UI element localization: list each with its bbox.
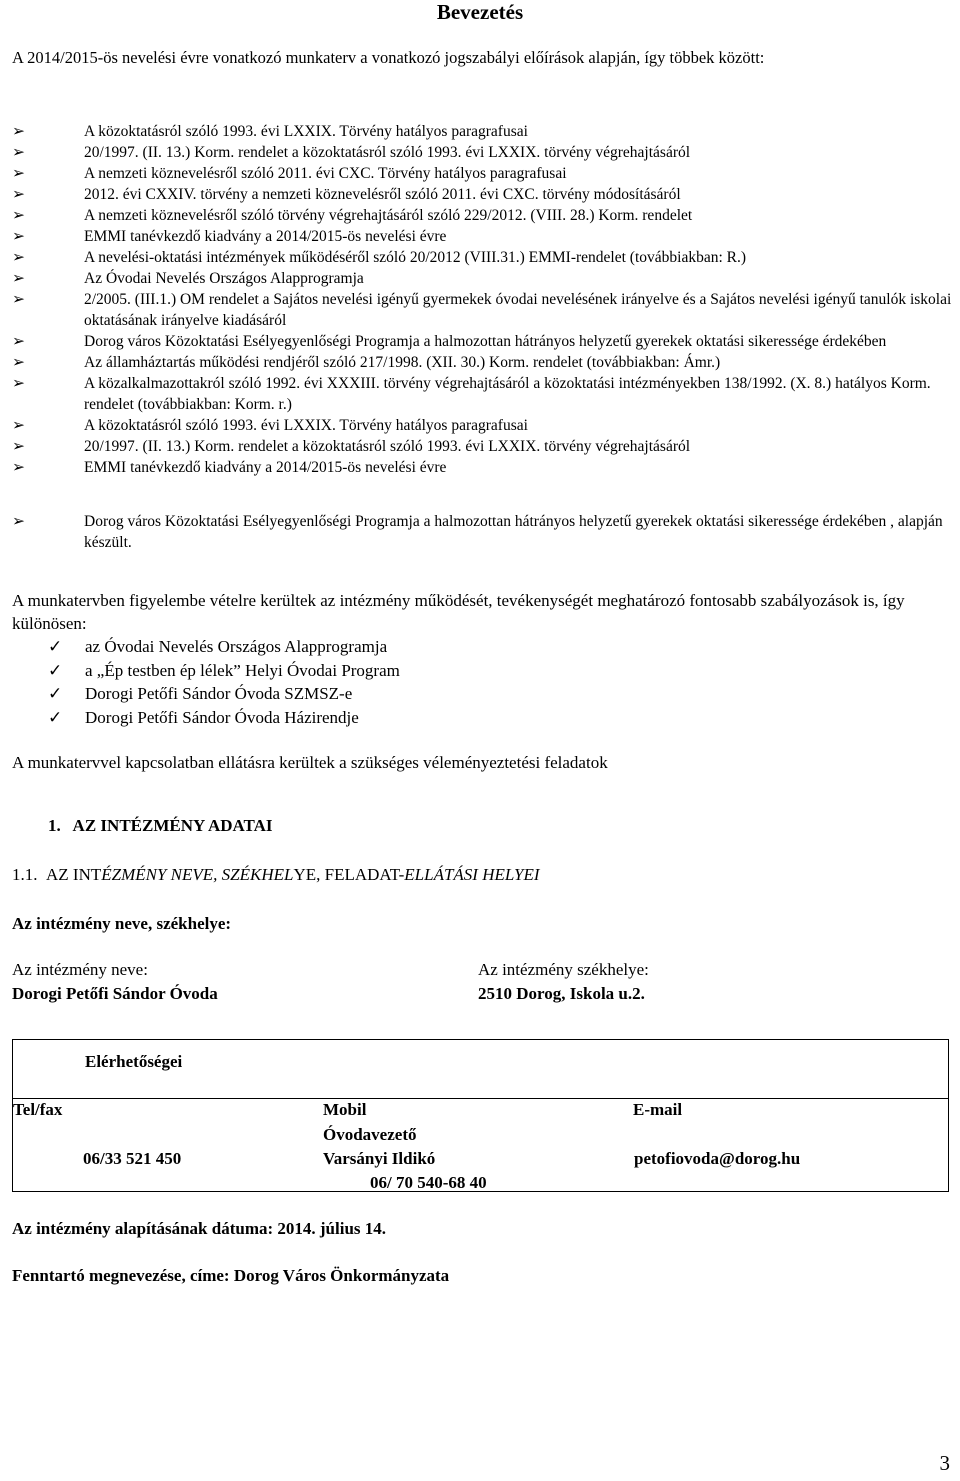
legal-basis-final-item: [12, 511, 957, 553]
arrow-bullet-icon: ➢: [12, 249, 25, 266]
divider: [13, 1098, 948, 1099]
list-item: ➢ 2/2005. (III.1.) OM rendelet a Sajátos nevelési igényű gyermekek óvodai nevelésének irányelve és a Sajátos nevelési igényű tanulók iskolai oktatásának irányelve kiadásáról: [12, 291, 952, 329]
list-item: ➢ A közalkalmazottakról szóló 1992. évi XXXIII. törvény végrehajtásáról a közoktatási intézményekben 138/1992. (X. 8.) hatályos Korm. rendelet (továbbiakban: Korm. r.): [12, 375, 931, 413]
list-item: ➢ A nemzeti köznevelésről szóló törvény végrehajtásáról szóló 229/2012. (VIII. 28.) Korm. rendelet: [12, 207, 693, 224]
check-mark-icon: ✓: [48, 660, 63, 680]
arrow-bullet-icon: ➢: [12, 354, 25, 371]
founding-date: Az intézmény alapításának dátuma: 2014. július 14.: [12, 1219, 387, 1238]
list-item: ➢ A közoktatásról szóló 1993. évi LXXIX. Törvény hatályos paragrafusai: [12, 123, 528, 140]
arrow-bullet-icon: ➢: [12, 459, 25, 476]
arrow-bullet-icon: ➢: [12, 417, 25, 434]
arrow-bullet-icon: ➢: [12, 165, 25, 182]
page-number: 3: [939, 1451, 950, 1475]
institution-name-block: [12, 958, 218, 1006]
list-item: ➢ A nevelési-oktatási intézmények működéséről szóló 20/2012 (VIII.31.) EMMI-rendelet (továbbiakban: R.): [12, 249, 747, 266]
checklist-item: ✓ Dorogi Petőfi Sándor Óvoda SZMSZ-e: [48, 682, 400, 706]
header-tel-fax: Tel/fax: [13, 1100, 63, 1119]
regulations-checklist: [48, 635, 400, 729]
list-item: ➢ A nemzeti köznevelésről szóló 2011. évi CXC. Törvény hatályos paragrafusai: [12, 165, 567, 182]
intro-paragraph: A 2014/2015-ös nevelési évre vonatkozó munkaterv a vonatkozó jogszabályi előírások alapján, így többek között:: [12, 48, 765, 67]
arrow-bullet-icon: ➢: [12, 291, 25, 308]
arrow-bullet-icon: ➢: [12, 144, 25, 161]
list-item: ➢ Az Óvodai Nevelés Országos Alapprogramja: [12, 270, 364, 287]
check-mark-icon: ✓: [48, 707, 63, 727]
institution-name-label: Az intézmény neve:: [12, 960, 148, 979]
list-item: ➢ 2012. évi CXXIV. törvény a nemzeti köznevelésről szóló 2011. évi CXC. törvény módosításáról: [12, 186, 681, 203]
list-item: ➢ 20/1997. (II. 13.) Korm. rendelet a közoktatásról szóló 1993. évi LXXIX. törvény végrehajtásáról: [12, 438, 691, 455]
arrow-bullet-icon: ➢: [12, 228, 25, 245]
header-mobile: Mobil: [323, 1100, 367, 1119]
checklist-item: ✓ Dorogi Petőfi Sándor Óvoda Házirendje: [48, 706, 400, 730]
arrow-bullet-icon: ➢: [12, 438, 25, 455]
list-item: ➢ Dorog város Közoktatási Esélyegyenlőségi Programja a halmozottan hátrányos helyzetű gyerekek oktatási sikeressége érdekében , alapján készült.: [12, 513, 943, 551]
institution-name-value: Dorogi Petőfi Sándor Óvoda: [12, 984, 218, 1003]
section-heading-1: 1. AZ INTÉZMÉNY ADATAI: [48, 816, 273, 835]
checklist-item: ✓ a „Ép testben ép lélek” Helyi Óvodai Program: [48, 659, 400, 683]
section-heading-1-1: 1.1. AZ INTÉZMÉNY NEVE, SZÉKHELYE, FELADAT-ELLÁTÁSI HELYEI: [12, 865, 540, 884]
email-value: petofiovoda@dorog.hu: [634, 1149, 801, 1168]
mobile-role: Óvodavezető: [323, 1125, 417, 1144]
mobile-name: Varsányi Ildikó: [323, 1149, 436, 1168]
list-item: ➢ 20/1997. (II. 13.) Korm. rendelet a közoktatásról szóló 1993. évi LXXIX. törvény végrehajtásáról: [12, 144, 691, 161]
list-item: ➢ EMMI tanévkezdő kiadvány a 2014/2015-ös nevelési évre: [12, 459, 447, 476]
name-seat-heading: Az intézmény neve, székhelye:: [12, 914, 232, 933]
institution-seat-label: Az intézmény székhelye:: [478, 960, 649, 979]
institution-seat-block: [478, 958, 649, 1006]
page-title: Bevezetés: [436, 0, 524, 24]
arrow-bullet-icon: ➢: [12, 513, 25, 530]
arrow-bullet-icon: ➢: [12, 375, 25, 392]
mobile-number: 06/ 70 540-68 40: [370, 1173, 487, 1192]
list-item: ➢ Az államháztartás működési rendjéről szóló 217/1998. (XII. 30.) Korm. rendelet (továbbiakban: Ámr.): [12, 354, 721, 371]
arrow-bullet-icon: ➢: [12, 207, 25, 224]
opinion-paragraph: A munkatervvel kapcsolatban ellátásra kerültek a szükséges véleményeztetési feladatok: [12, 753, 608, 772]
contact-table: [12, 1039, 949, 1192]
phone-value: 06/33 521 450: [83, 1149, 182, 1168]
contact-table-title: Elérhetőségei: [85, 1052, 183, 1071]
list-item: ➢ Dorog város Közoktatási Esélyegyenlőségi Programja a halmozottan hátrányos helyzetű gyerekek oktatási sikeressége érdekében: [12, 333, 887, 350]
arrow-bullet-icon: ➢: [12, 333, 25, 350]
arrow-bullet-icon: ➢: [12, 123, 25, 140]
header-email: E-mail: [633, 1100, 683, 1119]
checklist-item: ✓ az Óvodai Nevelés Országos Alapprogramja: [48, 635, 400, 659]
list-item: ➢ EMMI tanévkezdő kiadvány a 2014/2015-ös nevelési évre: [12, 228, 447, 245]
institution-seat-value: 2510 Dorog, Iskola u.2.: [478, 984, 645, 1003]
check-mark-icon: ✓: [48, 684, 63, 703]
list-item: ➢ A közoktatásról szóló 1993. évi LXXIX. Törvény hatályos paragrafusai: [12, 417, 528, 434]
arrow-bullet-icon: ➢: [12, 270, 25, 287]
check-mark-icon: ✓: [48, 637, 63, 656]
arrow-bullet-icon: ➢: [12, 186, 25, 203]
regulations-paragraph: A munkatervben figyelembe vételre kerültek az intézmény működését, tevékenységét meghatározó fontosabb szabályozások is, így különösen:: [12, 591, 905, 633]
maintainer: Fenntartó megnevezése, címe: Dorog Város Önkormányzata: [12, 1266, 450, 1285]
legal-basis-list: [12, 121, 957, 478]
